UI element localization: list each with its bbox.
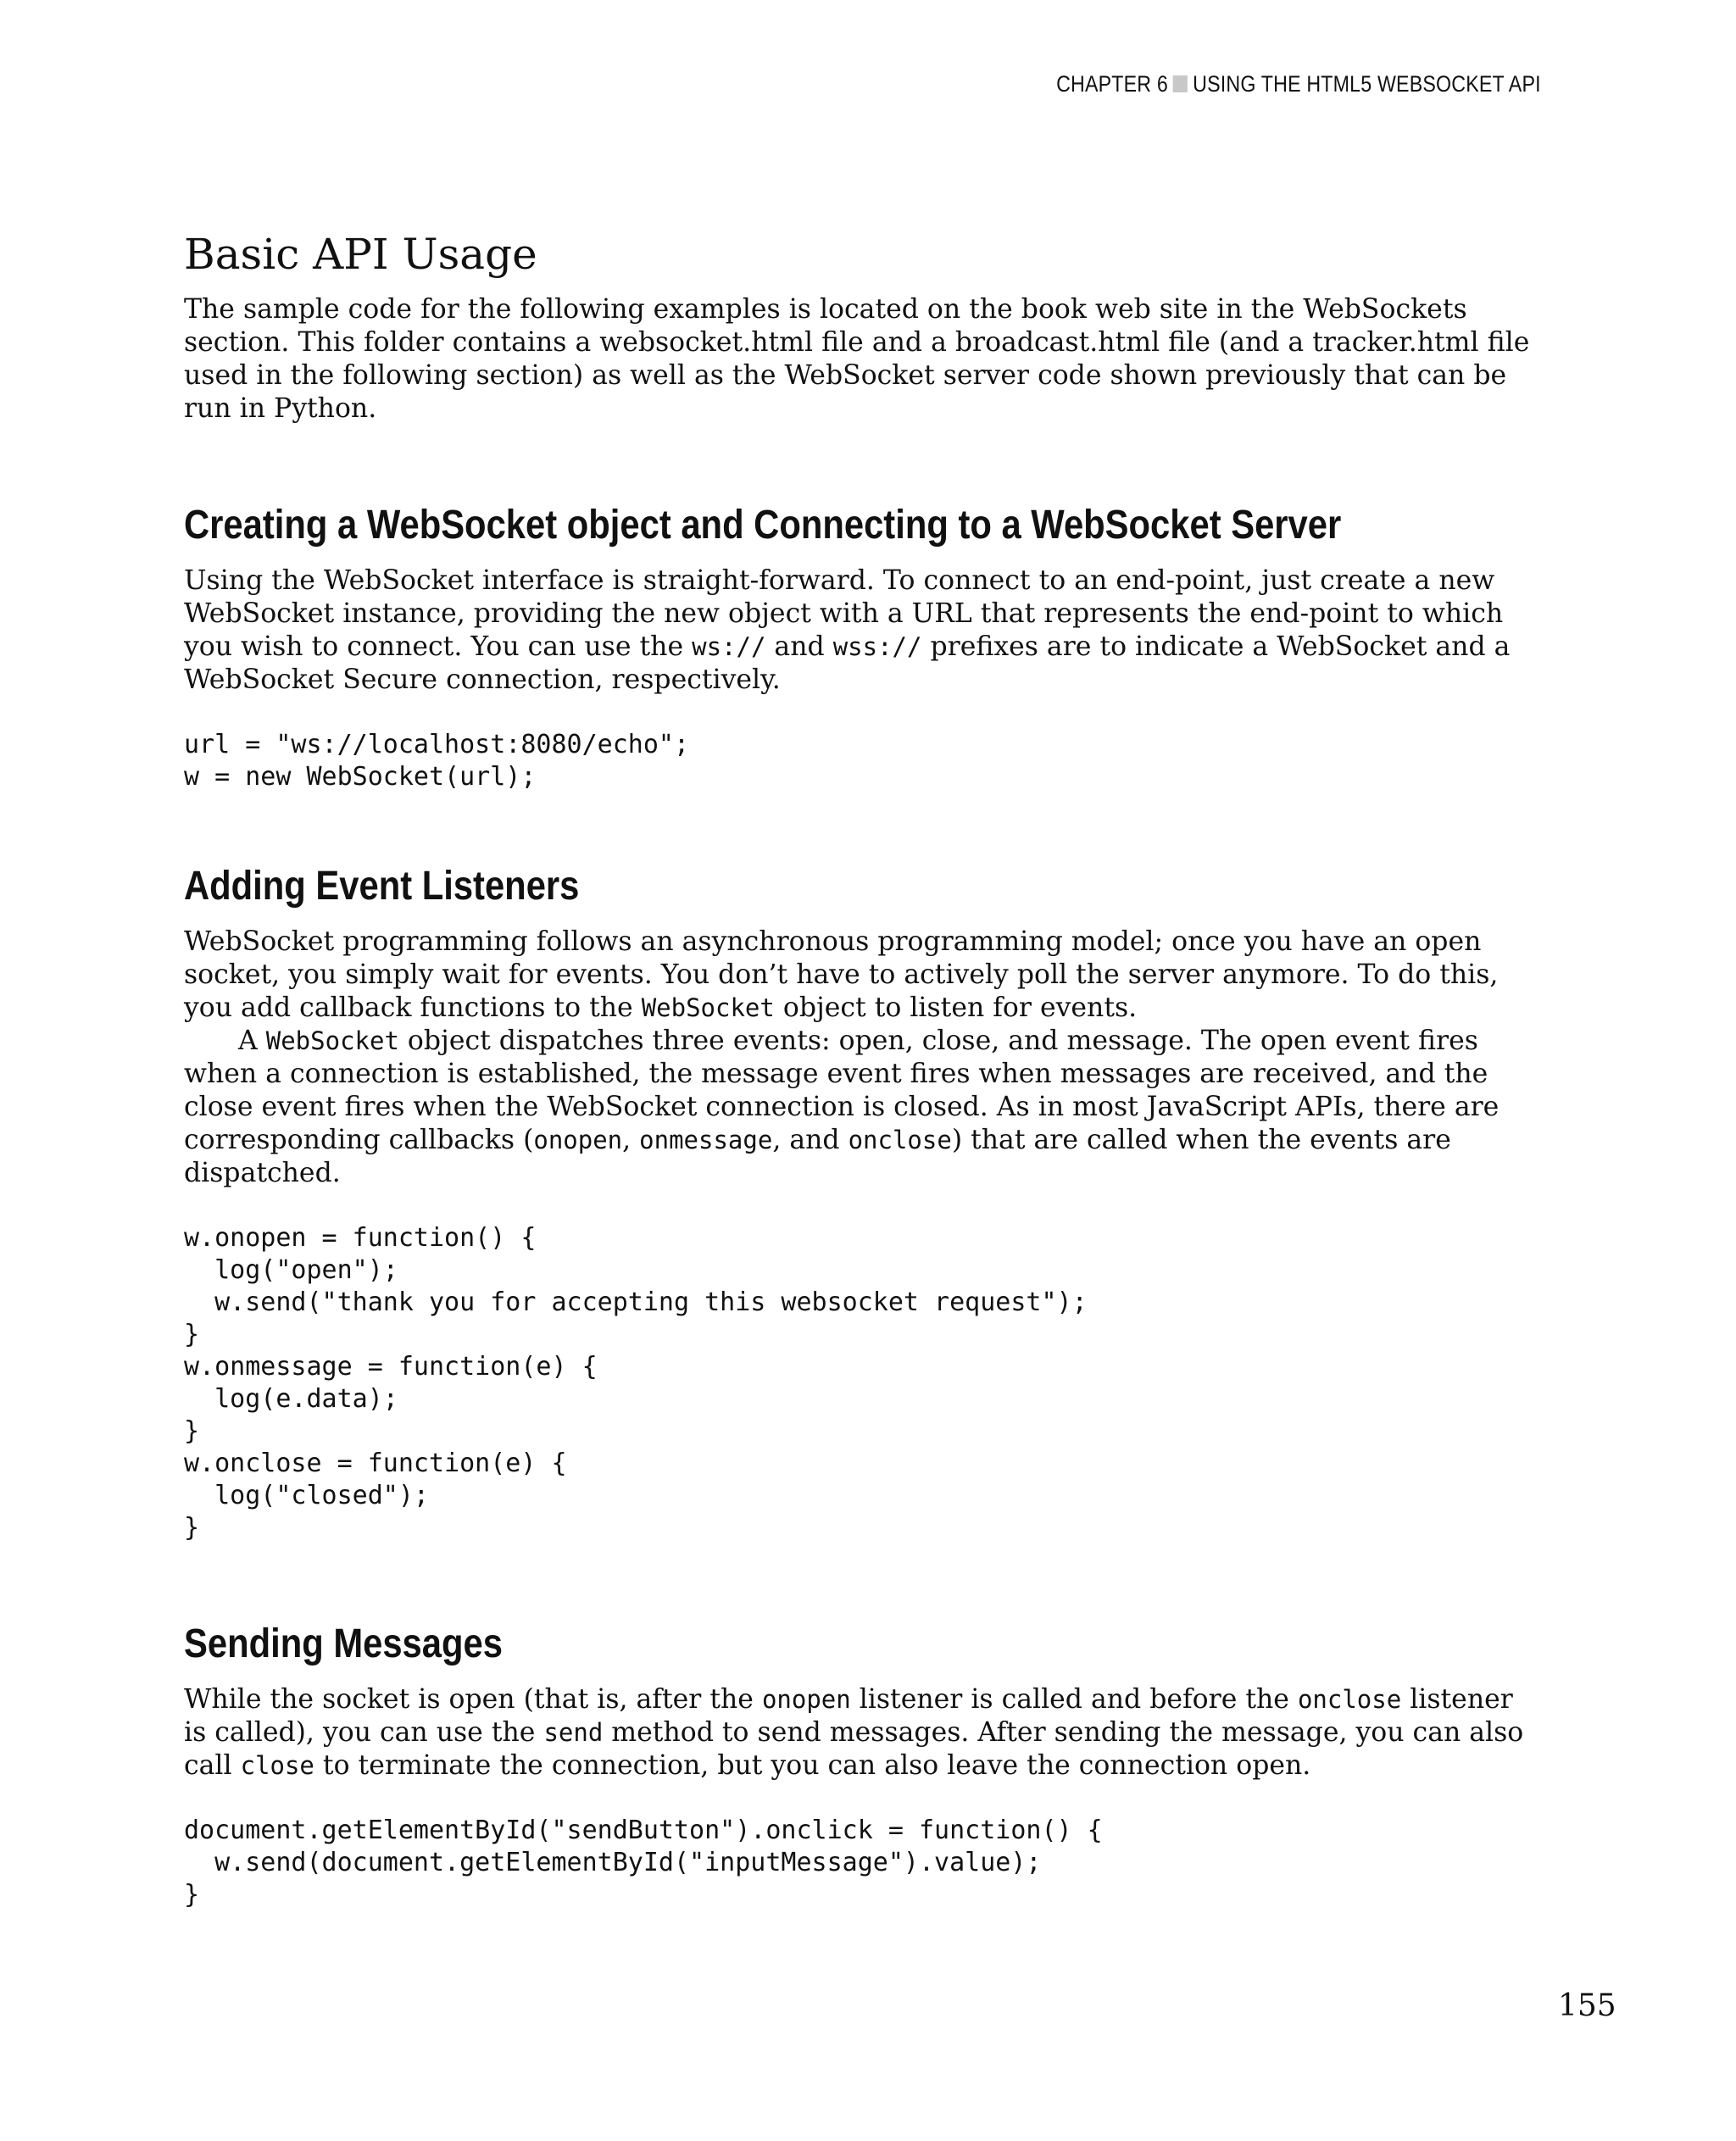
- creating-paragraph: Using the WebSocket interface is straight-forward. To connect to an end-point, just create a new WebSocket instance, providing the new object with a URL that represents the end-point to which you wish to connect. You can use the ws:// and wss:// prefixes are to indicate a WebSocket and a WebSocket Secure connection, respectively.: [184, 565, 1511, 695]
- running-head: [1056, 71, 1541, 97]
- running-head-separator: [1173, 75, 1188, 92]
- page-number: 155: [1558, 1988, 1616, 2023]
- running-head-title: USING THE HTML5 WEBSOCKET API: [1193, 71, 1541, 97]
- inline-code-onopen: onopen: [761, 1685, 851, 1714]
- code-block-send-message: document.getElementById("sendButton").onclick = function() { w.send(document.getElementById("inputMessage").value); }: [184, 1816, 1103, 1910]
- listeners-paragraph-2: A WebSocket object dispatches three events: open, close, and message. The open event fires when a connection is established, the message event fires when messages are received, and the close event fires when the WebSocket connection is closed. As in most JavaScript APIs, there are corresponding callbacks (onopen, onmessage, and onclose) that are called when the events are dispatched.: [184, 1026, 1500, 1188]
- section-heading-creating-websocket: Creating a WebSocket object and Connecting to a WebSocket Server: [184, 503, 1342, 548]
- inline-code-websocket: WebSocket: [265, 1026, 399, 1055]
- basic-api-paragraph: The sample code for the following examples is located on the book web site in the WebSockets section. This folder contains a websocket.html file and a broadcast.html file (and a tracker.html file used in the following section) as well as the WebSocket server code shown previously that can be run in Python.: [184, 294, 1530, 424]
- section-heading-basic-api-usage: Basic API Usage: [184, 230, 537, 279]
- sending-paragraph: While the socket is open (that is, after the onopen listener is called and before the onclose listener is called), you can use the send method to send messages. After sending the message, you can also call close to terminate the connection, but you can also leave the connection open.: [184, 1684, 1524, 1781]
- section-heading-sending-messages: Sending Messages: [184, 1621, 503, 1666]
- inline-code-onmessage: onmessage: [639, 1126, 773, 1154]
- inline-code-onclose: onclose: [848, 1126, 952, 1154]
- inline-code-onclose: onclose: [1297, 1685, 1402, 1714]
- inline-code-wss: wss://: [832, 632, 922, 661]
- section-heading-adding-event-listeners: Adding Event Listeners: [184, 864, 580, 909]
- inline-code-send: send: [543, 1718, 604, 1747]
- inline-code-onopen: onopen: [533, 1126, 623, 1154]
- code-block-event-listeners: w.onopen = function() { log("open"); w.send("thank you for accepting this websocket request"); } w.onmessage = function(e) { log(e.data); } w.onclose = function(e) { log("closed"); }: [184, 1223, 1088, 1543]
- inline-code-websocket: WebSocket: [641, 993, 775, 1022]
- page-content: [184, 227, 1540, 1911]
- listeners-paragraph-1: WebSocket programming follows an asynchronous programming model; once you have an open socket, you simply wait for events. You don’t have to actively poll the server anymore. To do this, you add callback functions to the WebSocket object to listen for events.: [184, 926, 1499, 1023]
- running-head-chapter: CHAPTER 6: [1056, 71, 1169, 97]
- inline-code-ws: ws://: [692, 632, 766, 661]
- code-block-create-websocket: url = "ws://localhost:8080/echo"; w = new WebSocket(url);: [184, 730, 690, 792]
- inline-code-close: close: [240, 1751, 314, 1780]
